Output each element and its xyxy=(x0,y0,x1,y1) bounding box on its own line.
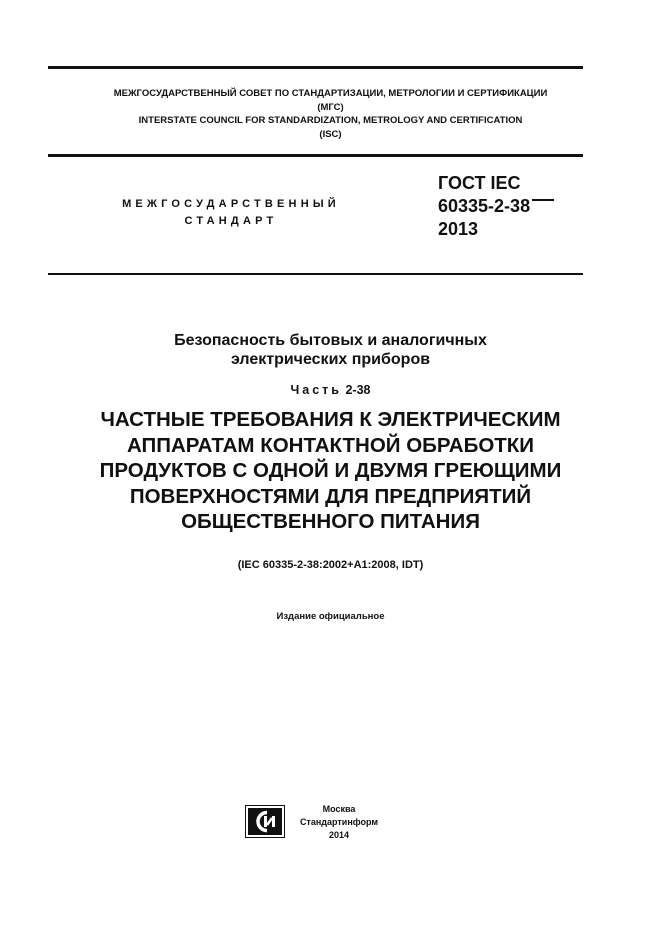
council-rule xyxy=(48,154,583,157)
part-number: 2-38 xyxy=(345,383,371,397)
standard-label-line1: МЕЖГОСУДАРСТВЕННЫЙ xyxy=(122,198,340,210)
top-rule xyxy=(48,66,583,69)
standard-designation xyxy=(438,172,554,241)
standard-label-line2: СТАНДАРТ xyxy=(184,215,278,227)
main-title-line: АППАРАТАМ КОНТАКТНОЙ ОБРАБОТКИ xyxy=(126,433,535,457)
designation-number: 60335-2-38 xyxy=(438,196,531,216)
council-ru-name: МЕЖГОСУДАРСТВЕННЫЙ СОВЕТ ПО СТАНДАРТИЗАЦИИ, МЕТРОЛОГИИ И СЕРТИФИКАЦИИ xyxy=(113,88,548,99)
designation-rule xyxy=(48,273,583,275)
main-title-line: ПОВЕРХНОСТЯМИ ДЛЯ ПРЕДПРИЯТИЙ xyxy=(129,484,532,508)
publisher-info xyxy=(296,803,382,842)
council-en-abbreviation: (ISC) xyxy=(319,128,342,140)
designation-dash xyxy=(532,199,554,201)
part-word: Часть xyxy=(290,383,342,397)
designation-year: 2013 xyxy=(438,219,479,239)
standard-label xyxy=(96,196,366,230)
publisher-year: 2014 xyxy=(328,830,350,840)
council-header xyxy=(40,87,621,141)
publisher-city: Москва xyxy=(322,804,356,814)
document-main-title xyxy=(40,407,621,535)
subtitle-line2: электрических приборов xyxy=(230,351,431,368)
document-subtitle xyxy=(40,331,621,369)
designation-prefix: ГОСТ IEC xyxy=(438,173,521,193)
main-title-line: ОБЩЕСТВЕННОГО ПИТАНИЯ xyxy=(181,510,480,533)
standartinform-logo-icon xyxy=(245,805,285,838)
publisher-name: Стандартинформ xyxy=(299,817,379,827)
subtitle-line1: Безопасность бытовых и аналогичных xyxy=(174,332,487,349)
council-en-name: INTERSTATE COUNCIL FOR STANDARDIZATION, METROLOGY AND CERTIFICATION xyxy=(138,115,523,126)
council-ru-abbreviation: (МГС) xyxy=(317,101,344,113)
iec-reference: (IEC 60335-2-38:2002+A1:2008, IDT) xyxy=(237,559,424,571)
part-heading xyxy=(40,382,621,398)
main-title-line: ПРОДУКТОВ С ОДНОЙ И ДВУМЯ ГРЕЮЩИМИ xyxy=(99,459,562,482)
main-title-line: ЧАСТНЫЕ ТРЕБОВАНИЯ К ЭЛЕКТРИЧЕСКИМ xyxy=(100,408,561,431)
official-edition-note: Издание официальное xyxy=(276,611,385,622)
